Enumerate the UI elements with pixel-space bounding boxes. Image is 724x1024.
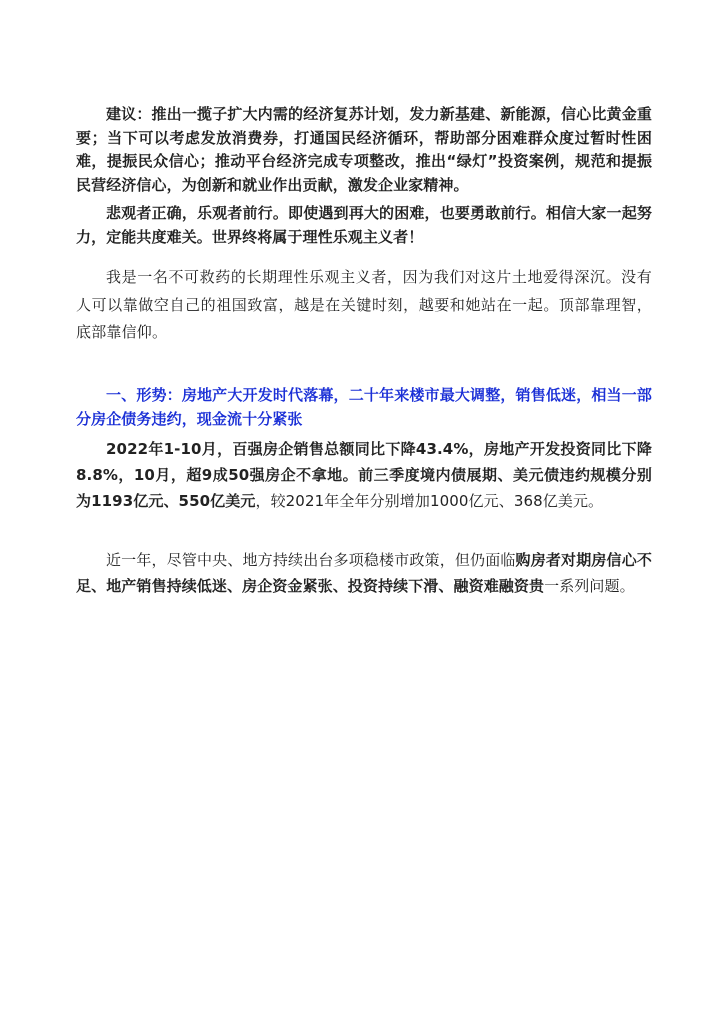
recommendation-paragraph: 建议：推出一揽子扩大内需的经济复苏计划，发力新基建、新能源，信心比黄金重要；当下可以考虑发放消费券，打通国民经济循环，帮助部分困难群众度过暂时性困难，提振民众信心；推动平台经济完成专项整改，推出“绿灯”投资案例，规范和提振民营经济信心，为创新和就业作出贡献，激发企业家精神。 bbox=[76, 105, 652, 194]
sales-data-bold-text: 2022年1-10月，百强房企销售总额同比下降43.4%，房地产开发投资同比下降8.8%，10月，超9成50强房企不拿地。前三季度境内债展期、美元债违约规模分别为1193亿元、550亿美元 bbox=[76, 440, 652, 510]
sales-data-regular-text: ，较2021年全年分别增加1000亿元、368亿美元。 bbox=[255, 492, 604, 510]
policy-problems-paragraph bbox=[76, 547, 652, 599]
section-heading: 一、形势：房地产大开发时代落幕，二十年来楼市最大调整，销售低迷，相当一部分房企债务违约，现金流十分紧张 bbox=[76, 386, 652, 428]
policy-problems-intro-text: 近一年，尽管中央、地方持续出台多项稳楼市政策，但仍面临 bbox=[106, 551, 516, 569]
policy-problems-end-text: 一系列问题。 bbox=[544, 577, 635, 595]
sales-data-paragraph bbox=[76, 436, 652, 514]
policy-problems-bold-text: 购房者对期房信心不足、地产销售持续低迷、房企资金紧张、投资持续下滑、融资难融资贵 bbox=[76, 551, 652, 595]
optimism-paragraph: 悲观者正确，乐观者前行。即使遇到再大的困难，也要勇敢前行。相信大家一起努力，定能共度难关。世界终将属于理性乐观主义者！ bbox=[76, 204, 652, 246]
author-statement-paragraph: 我是一名不可救药的长期理性乐观主义者，因为我们对这片土地爱得深沉。没有人可以靠做空自己的祖国致富，越是在关键时刻，越要和她站在一起。顶部靠理智，底部靠信仰。 bbox=[76, 268, 652, 341]
